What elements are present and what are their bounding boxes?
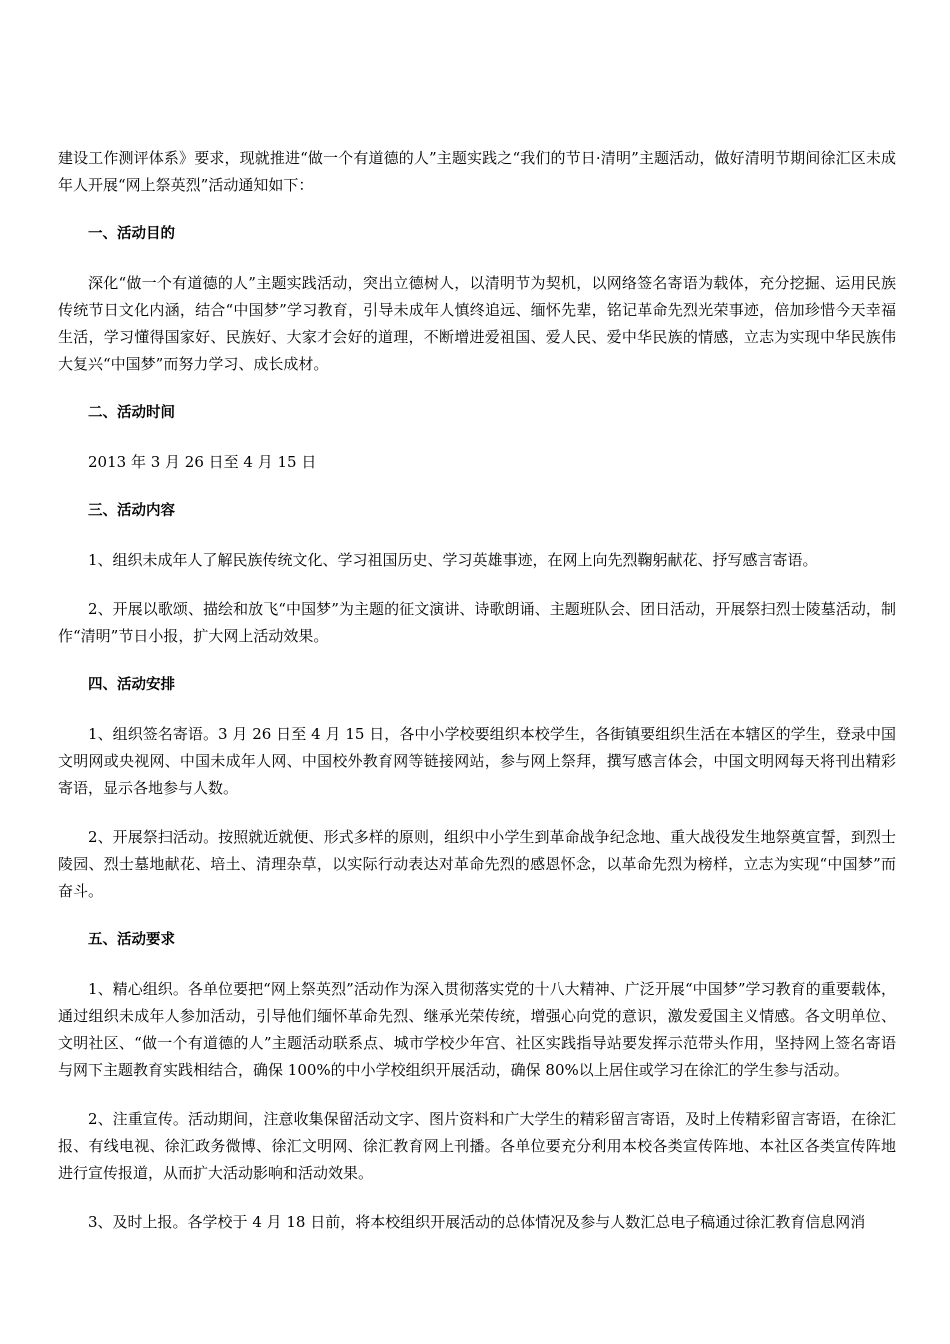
intro-paragraph: 建设工作测评体系》要求，现就推进“做一个有道德的人”主题实践之“我们的节日·清明”主题活动，做好清明节期间徐汇区未成年人开展“网上祭英烈”活动通知如下： [58, 149, 896, 194]
requirement-item-2: 2、注重宣传。活动期间，注意收集保留活动文字、图片资料和广大学生的精彩留言寄语，及时上传精彩留言寄语，在徐汇报、有线电视、徐汇政务微博、徐汇文明网、徐汇教育网上刊播。各单位要充分利用本校各类宣传阵地、本社区各类宣传阵地进行宣传报道，从而扩大活动影响和活动效果。 [58, 1110, 896, 1182]
requirement-item-3: 3、及时上报。各学校于 4 月 18 日前，将本校组织开展活动的总体情况及参与人数汇总电子稿通过徐汇教育信息网消 [88, 1213, 866, 1231]
arrangement-item-1: 1、组织签名寄语。3 月 26 日至 4 月 15 日，各中小学校要组织本校学生，各街镇要组织生活在本辖区的学生，登录中国文明网或央视网、中国未成年人网、中国校外教育网等链接网站，参与网上祭拜，撰写感言体会，中国文明网每天将刊出精彩寄语，显示各地参与人数。 [58, 725, 896, 797]
section-heading-arrangement: 四、活动安排 [88, 677, 175, 693]
purpose-paragraph: 深化“做一个有道德的人”主题实践活动，突出立德树人，以清明节为契机，以网络签名寄语为载体，充分挖掘、运用民族传统节日文化内涵，结合“中国梦”学习教育，引导未成年人慎终追远、缅怀先辈，铭记革命先烈光荣事迹，倍加珍惜今天幸福生活，学习懂得国家好、民族好、大家才会好的道理，不断增进爱祖国、爱人民、爱中华民族的情感，立志为实现中华民族伟大复兴“中国梦”而努力学习、成长成材。 [58, 274, 896, 373]
content-item-2: 2、开展以歌颂、描绘和放飞“中国梦”为主题的征文演讲、诗歌朗诵、主题班队会、团日活动，开展祭扫烈士陵墓活动，制作“清明”节日小报，扩大网上活动效果。 [58, 600, 896, 645]
section-heading-purpose: 一、活动目的 [88, 226, 175, 242]
content-item-1: 1、组织未成年人了解民族传统文化、学习祖国历史、学习英雄事迹，在网上向先烈鞠躬献花、抒写感言寄语。 [88, 551, 818, 569]
section-heading-time: 二、活动时间 [88, 405, 175, 421]
document-page [58, 145, 896, 1258]
time-paragraph: 2013 年 3 月 26 日至 4 月 15 日 [88, 453, 317, 471]
section-heading-content: 三、活动内容 [88, 503, 175, 519]
arrangement-item-2: 2、开展祭扫活动。按照就近就便、形式多样的原则，组织中小学生到革命战争纪念地、重大战役发生地祭奠宣誓，到烈士陵园、烈士墓地献花、培土、清理杂草，以实际行动表达对革命先烈的感恩怀念，以革命先烈为榜样，立志为实现“中国梦”而奋斗。 [58, 828, 896, 900]
requirement-item-1: 1、精心组织。各单位要把“网上祭英烈”活动作为深入贯彻落实党的十八大精神、广泛开展“中国梦”学习教育的重要载体，通过组织未成年人参加活动，引导他们缅怀革命先烈、继承光荣传统，增强心向党的意识，激发爱国主义情感。各文明单位、文明社区、“做一个有道德的人”主题活动联系点、城市学校少年宫、社区实践指导站要发挥示范带头作用，坚持网上签名寄语与网下主题教育实践相结合，确保 100%的中小学校组织开展活动，确保 80%以上居住或学习在徐汇的学生参与活动。 [58, 980, 896, 1079]
section-heading-requirements: 五、活动要求 [88, 932, 175, 948]
